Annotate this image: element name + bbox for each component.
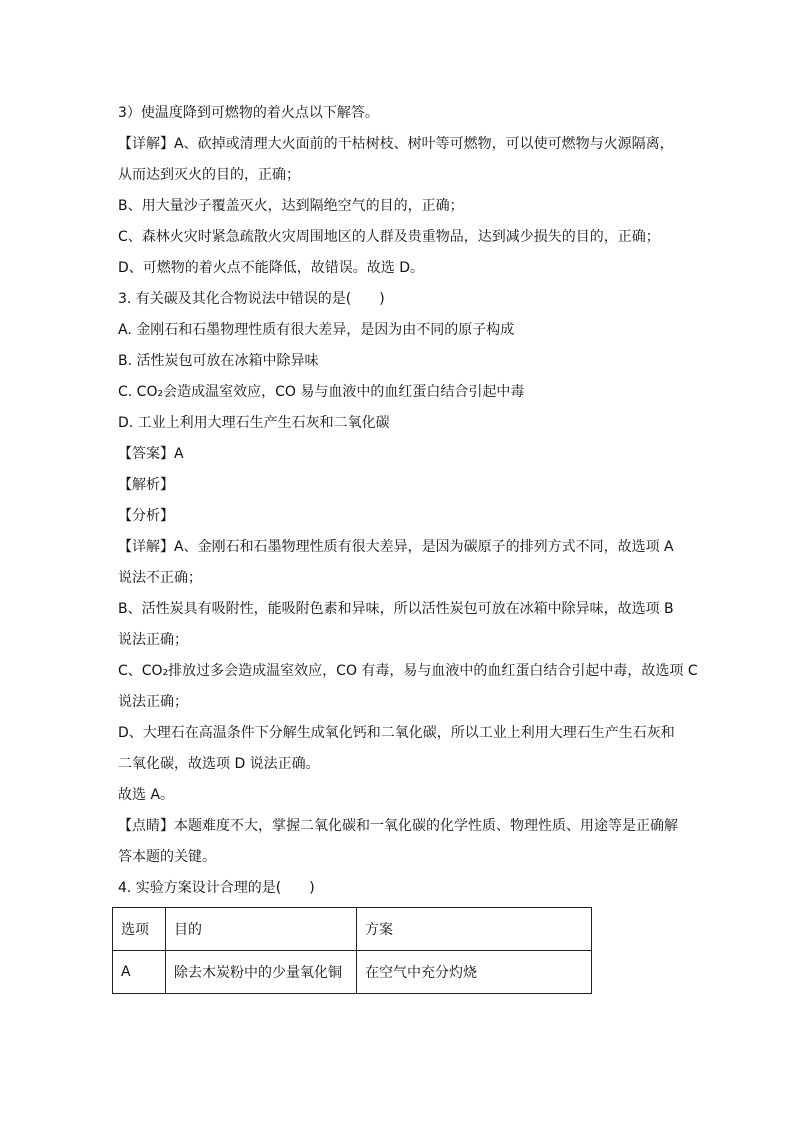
text-line: 说法正确； <box>118 694 188 710</box>
table-cell: 在空气中充分灼烧 <box>357 951 592 994</box>
table-row <box>113 951 592 994</box>
question-3-stem: 3. 有关碳及其化合物说法中错误的是( ) <box>118 291 385 307</box>
text-line: 故选 A。 <box>118 787 175 803</box>
option-d: D. 工业上利用大理石生产生石灰和二氧化碳 <box>118 415 390 431</box>
option-a: A. 金刚石和石墨物理性质有很大差异，是因为由不同的原子构成 <box>118 322 515 338</box>
text-line: B、活性炭具有吸附性，能吸附色素和异味，所以活性炭包可放在冰箱中除异味，故选项 B <box>118 601 674 617</box>
text-line: 【详解】A、砍掉或清理大火面前的干枯树枝、树叶等可燃物，可以使可燃物与火源隔离， <box>118 136 674 152</box>
text-line: D、可燃物的着火点不能降低，故错误。故选 D。 <box>118 260 425 276</box>
text-line: 二氧化碳，故选项 D 说法正确。 <box>118 756 320 772</box>
option-b: B. 活性炭包可放在冰箱中除异味 <box>118 353 319 369</box>
text-line: D、大理石在高温条件下分解生成氧化钙和二氧化碳，所以工业上利用大理石生产生石灰和 <box>118 725 675 741</box>
fenxi-label: 【分析】 <box>118 508 174 524</box>
question-4-stem: 4. 实验方案设计合理的是( ) <box>118 880 315 896</box>
answer-label: 【答案】A <box>118 446 184 462</box>
table-header-cell: 方案 <box>357 908 592 951</box>
option-c: C. CO₂会造成温室效应，CO 易与血液中的血红蛋白结合引起中毒 <box>118 384 525 400</box>
text-line: 3）使温度降到可燃物的着火点以下解答。 <box>118 105 379 121</box>
text-line: 【详解】A、金刚石和石墨物理性质有很大差异，是因为碳原子的排列方式不同，故选项 A <box>118 539 674 555</box>
analysis-label: 【解析】 <box>118 477 174 493</box>
text-line: 【点睛】本题难度不大，掌握二氧化碳和一氧化碳的化学性质、物理性质、用途等是正确解 <box>118 818 678 834</box>
text-line: 说法正确； <box>118 632 188 648</box>
text-line: 答本题的关键。 <box>118 849 216 865</box>
table-header-cell: 选项 <box>113 908 166 951</box>
text-line: B、用大量沙子覆盖灭火，达到隔绝空气的目的，正确； <box>118 198 464 214</box>
text-line: C、CO₂排放过多会造成温室效应，CO 有毒，易与血液中的血红蛋白结合引起中毒，故选项 C <box>118 663 698 679</box>
table-header-row <box>113 908 592 951</box>
options-table <box>112 907 592 994</box>
text-line: C、森林火灾时紧急疏散火灾周围地区的人群及贵重物品，达到减少损失的目的，正确； <box>118 229 660 245</box>
table-cell: A <box>113 951 166 994</box>
text-line: 说法不正确； <box>118 570 202 586</box>
table-header-cell: 目的 <box>166 908 357 951</box>
table-cell: 除去木炭粉中的少量氧化铜 <box>166 951 357 994</box>
text-line: 从而达到灭火的目的，正确； <box>118 167 300 183</box>
